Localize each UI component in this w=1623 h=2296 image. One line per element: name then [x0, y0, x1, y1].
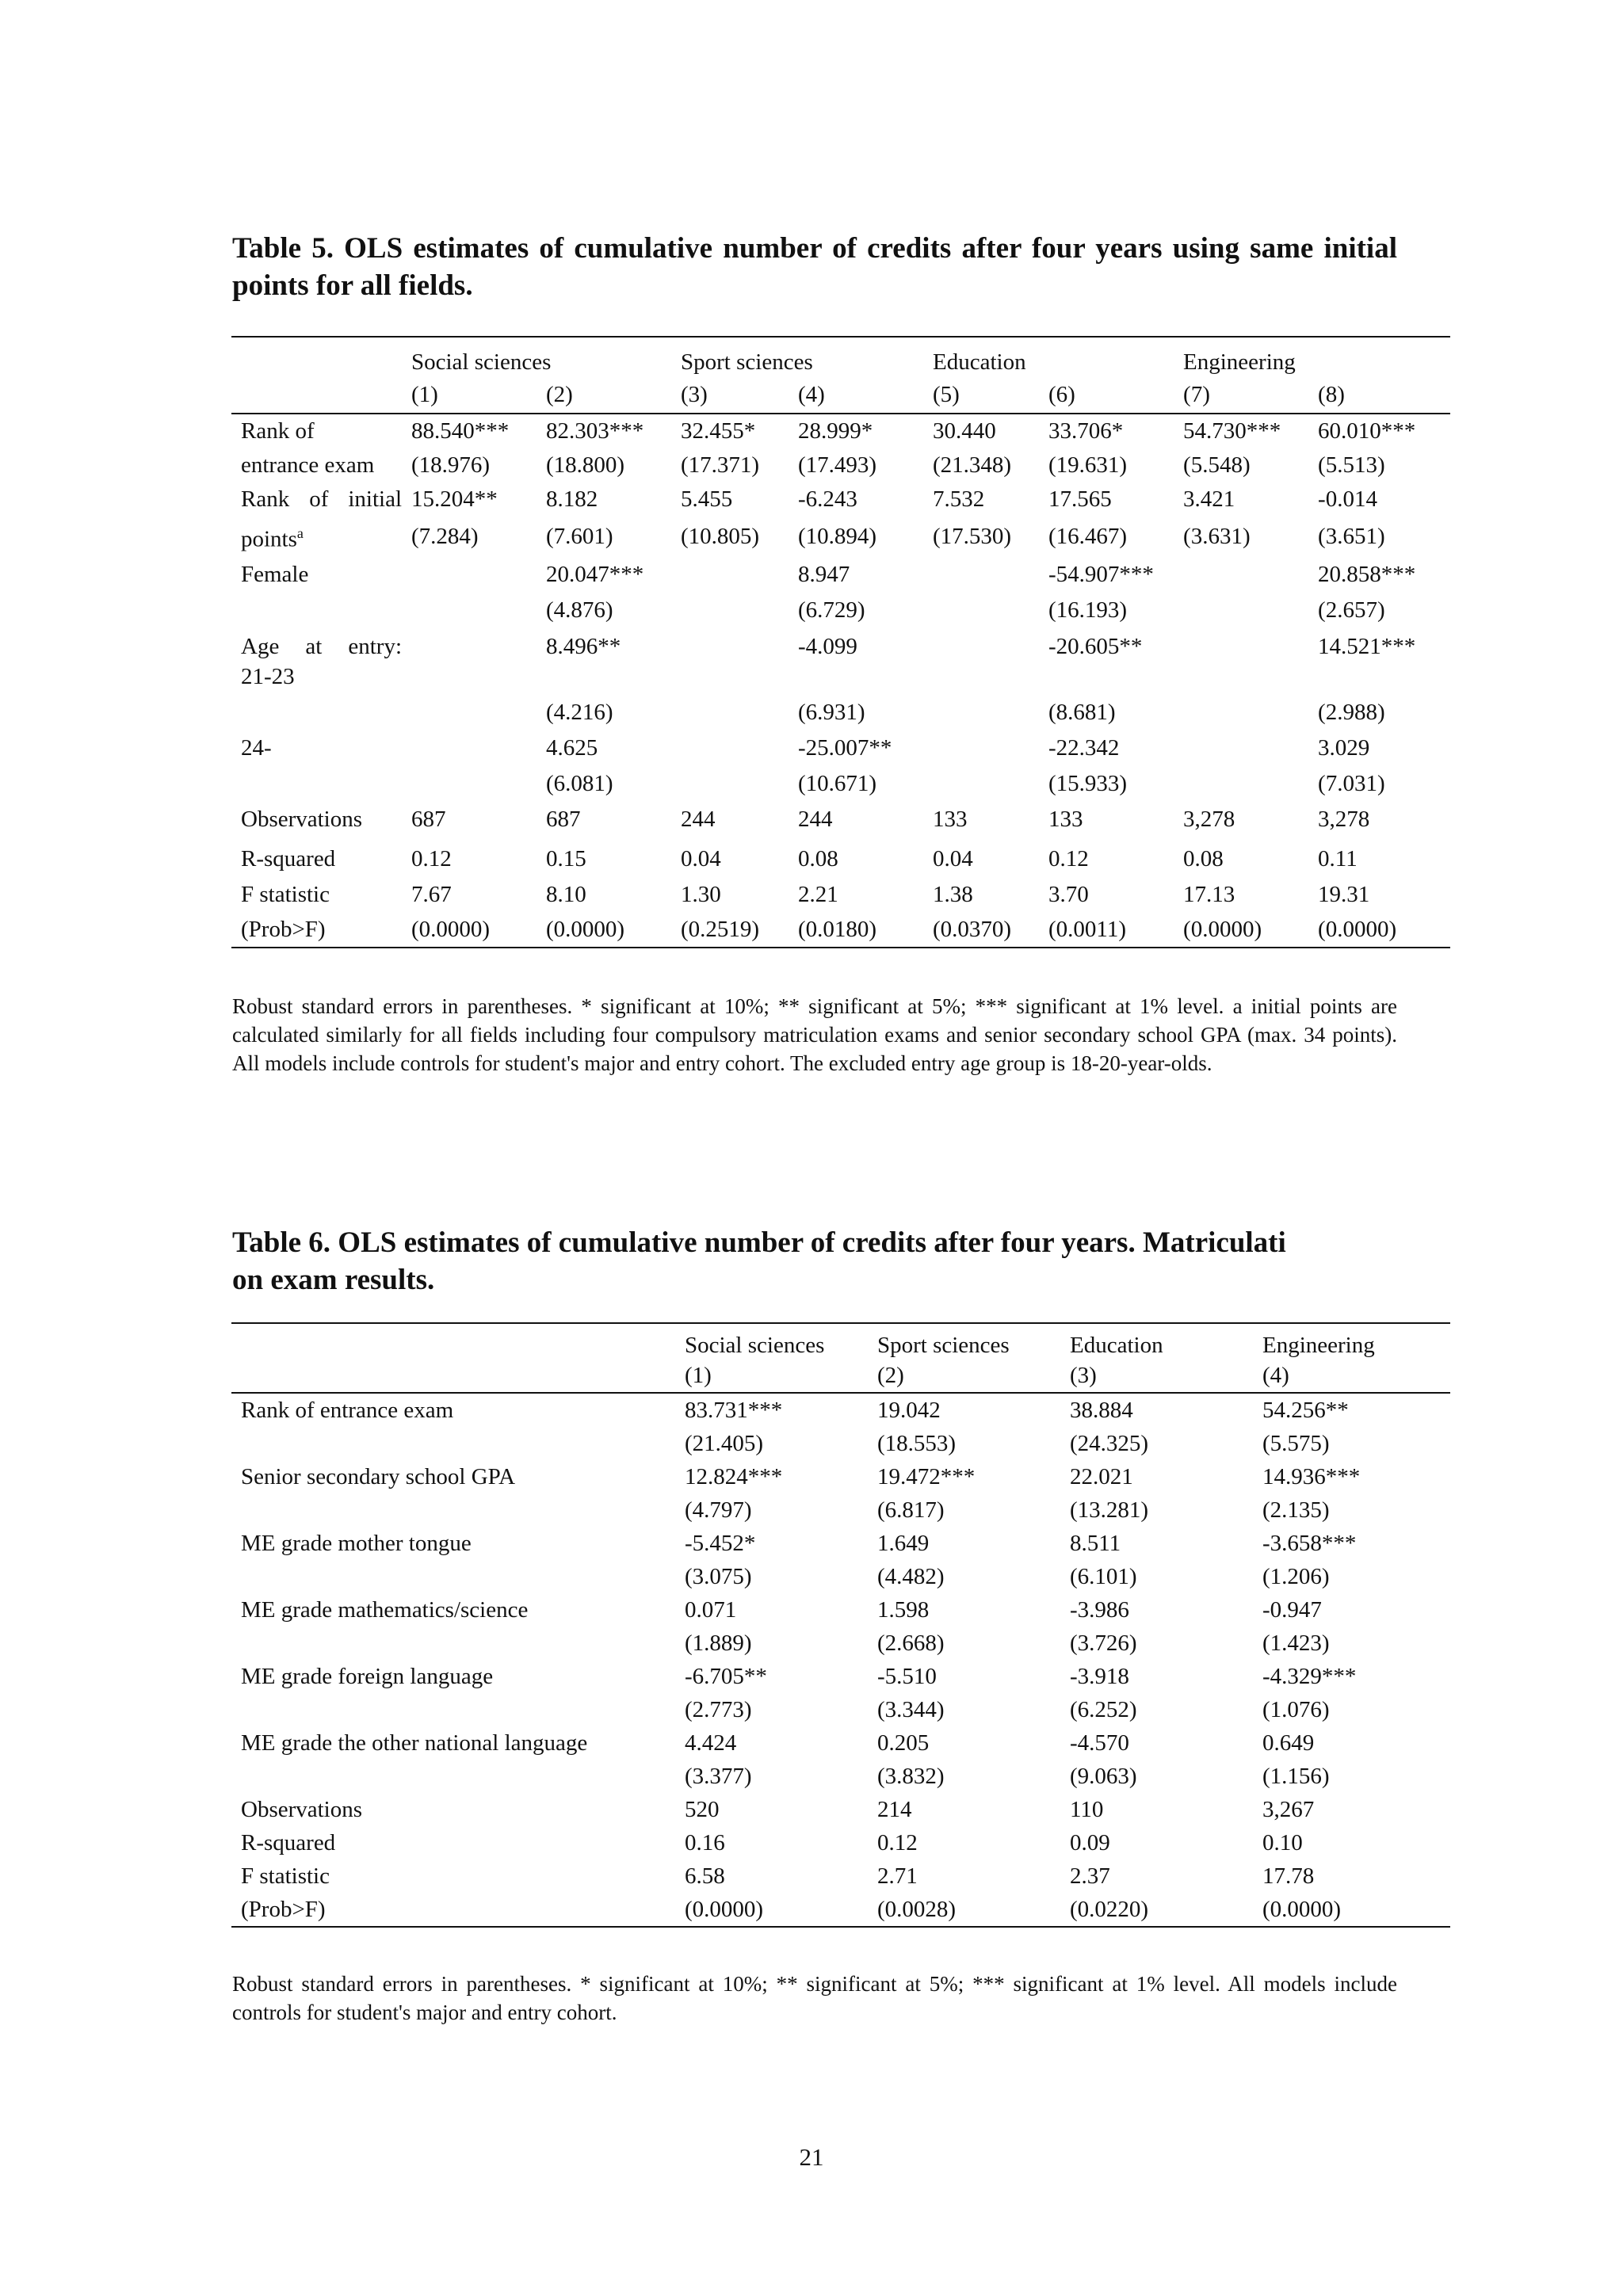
cell: (0.0000): [402, 913, 537, 948]
table-row: [231, 1859, 1450, 1893]
cell: 0.071: [685, 1597, 737, 1623]
cell: (24.325): [1070, 1431, 1149, 1456]
table5-note: Robust standard errors in parentheses. * significant at 10%; ** significant at 5%; *** significant at 1% level. a initial points are calculated similarly for all fields including four compulsory matriculation exams and senior secondary school GPA (max. 34 points). All models include controls for student's major and entry cohort. The excluded entry age group is 18-20-year-olds.: [232, 994, 1397, 1075]
cell: 20.047***: [546, 561, 644, 587]
cell: (21.348): [933, 452, 1012, 478]
table6-group: Sport sciences: [868, 1323, 1060, 1359]
row-label: [231, 482, 402, 557]
cell: [1174, 628, 1308, 695]
table5-col: (7): [1174, 377, 1308, 414]
cell: (5.575): [1262, 1431, 1330, 1456]
row-label: [231, 1560, 675, 1593]
table5-col: (2): [537, 377, 671, 414]
cell: -22.342: [1048, 734, 1120, 761]
table-row: [231, 414, 1450, 448]
table-row: [231, 1593, 1450, 1627]
cell: 54.256**: [1262, 1398, 1349, 1423]
cell: -5.452*: [685, 1531, 756, 1556]
cell: [923, 695, 1039, 730]
table5-group: Social sciences: [402, 337, 671, 377]
cell: 0.12: [1048, 845, 1089, 871]
cell: 3.421: [1183, 486, 1235, 512]
cell: [671, 628, 789, 695]
table-row: [231, 1460, 1450, 1493]
cell: (3.832): [877, 1764, 945, 1789]
cell: 8.10: [546, 881, 586, 907]
cell: -4.099: [798, 633, 857, 659]
cell: (4.797): [685, 1497, 752, 1523]
cell: 30.440: [933, 418, 996, 444]
cell: -25.007**: [798, 734, 892, 761]
table6-group: Social sciences: [675, 1323, 868, 1359]
table-row: [231, 1560, 1450, 1593]
table6: [231, 1322, 1450, 1928]
cell: 7.532: [933, 486, 985, 512]
row-label: [231, 628, 402, 695]
cell: -6.243: [798, 486, 857, 512]
cell: 0.09: [1070, 1830, 1110, 1855]
cell: 687: [546, 806, 581, 832]
cell: 3,278: [1183, 806, 1235, 832]
cell: 0.11: [1318, 845, 1358, 871]
cell: 0.08: [1183, 845, 1224, 871]
table6-group: Education: [1060, 1323, 1253, 1359]
row-label-line2: 21-23: [241, 663, 295, 689]
cell: (0.0000): [537, 913, 671, 948]
table-row: [231, 1660, 1450, 1693]
cell: [671, 730, 789, 766]
row-label: ME grade foreign language: [241, 1664, 494, 1689]
table6-title-line1: Table 6. OLS estimates of cumulative number of credits after four years. Matriculati: [232, 1226, 1286, 1259]
cell: (0.2519): [671, 913, 789, 948]
table5: [231, 336, 1450, 948]
cell: 82.303***: [546, 418, 644, 444]
row-label: [231, 593, 402, 628]
table-row: [231, 841, 1450, 877]
cell: 0.12: [877, 1830, 918, 1855]
cell: (0.0370): [923, 913, 1039, 948]
cell: [402, 730, 537, 766]
cell: 244: [681, 806, 716, 832]
table5-corner: [231, 337, 402, 377]
cell: 3,278: [1318, 806, 1370, 832]
row-label: Rank of entrance exam: [241, 1398, 454, 1423]
table5-col: (5): [923, 377, 1039, 414]
table5-col: (4): [789, 377, 923, 414]
cell: -3.918: [1070, 1664, 1129, 1689]
cell: 0.04: [933, 845, 973, 871]
cell: (18.553): [877, 1431, 957, 1456]
row-label: entrance exam: [241, 452, 375, 478]
cell: 3,267: [1262, 1797, 1315, 1822]
table-row: [231, 766, 1450, 802]
cell: [1174, 730, 1308, 766]
cell: 15.204**: [411, 486, 498, 512]
table-row: [231, 557, 1450, 593]
cell: (1.156): [1262, 1764, 1330, 1789]
cell: (10.894): [798, 523, 877, 549]
cell: (3.651): [1318, 523, 1385, 549]
cell: (5.513): [1318, 452, 1385, 478]
cell: 17.565: [1048, 486, 1112, 512]
cell: [671, 593, 789, 628]
row-label: ME grade mother tongue: [241, 1531, 472, 1556]
cell: (6.252): [1070, 1697, 1137, 1722]
cell: -54.907***: [1048, 561, 1154, 587]
table-row: [231, 1793, 1450, 1826]
table-row: [231, 1760, 1450, 1793]
cell: 4.625: [546, 734, 598, 761]
table-row: [231, 1826, 1450, 1859]
cell: 38.884: [1070, 1398, 1133, 1423]
table-row: [231, 482, 1450, 520]
table5-corner: [231, 377, 402, 414]
cell: (4.216): [546, 699, 613, 725]
cell: (7.601): [546, 523, 613, 549]
cell: 6.58: [685, 1863, 725, 1889]
table5-col: (1): [402, 377, 537, 414]
cell: (0.0000): [675, 1893, 868, 1927]
cell: (4.482): [877, 1564, 945, 1589]
cell: (3.726): [1070, 1630, 1137, 1656]
table5-title: Table 5. OLS estimates of cumulative number of credits after four years using same initial points for all fields.: [232, 232, 1397, 302]
table5-group: Engineering: [1174, 337, 1450, 377]
cell: (16.467): [1048, 523, 1128, 549]
cell: 2.71: [877, 1863, 918, 1889]
table6-col: (4): [1253, 1359, 1450, 1393]
cell: (10.805): [681, 523, 760, 549]
cell: 110: [1070, 1797, 1104, 1822]
row-label: [231, 1427, 675, 1460]
cell: (7.284): [411, 523, 479, 549]
cell: (13.281): [1070, 1497, 1149, 1523]
cell: -0.014: [1318, 486, 1377, 512]
cell: (10.671): [798, 770, 877, 796]
cell: 7.67: [411, 881, 452, 907]
table-row: [231, 1427, 1450, 1460]
cell: 17.78: [1262, 1863, 1315, 1889]
cell: -4.570: [1070, 1730, 1129, 1756]
cell: [402, 695, 537, 730]
cell: 19.472***: [877, 1464, 976, 1489]
row-label: ME grade mathematics/science: [241, 1597, 529, 1623]
cell: 19.042: [877, 1398, 941, 1423]
page-number: 21: [799, 2143, 824, 2171]
cell: 14.521***: [1318, 633, 1416, 659]
cell: (0.0000): [1174, 913, 1308, 948]
cell: (6.817): [877, 1497, 945, 1523]
row-label: [231, 766, 402, 802]
table5-col-header: [231, 377, 1450, 414]
cell: (3.377): [685, 1764, 752, 1789]
table6-note: Robust standard errors in parentheses. * significant at 10%; ** significant at 5%; *** significant at 1% level. All models include controls for student's major and entry cohort.: [232, 1972, 1397, 2024]
row-label: [231, 1627, 675, 1660]
table-row: [231, 1393, 1450, 1427]
row-label: [231, 1693, 675, 1726]
footnote-marker: a: [296, 525, 304, 541]
row-label: F statistic: [241, 881, 330, 907]
cell: (0.0220): [1060, 1893, 1253, 1927]
cell: [1174, 593, 1308, 628]
cell: 12.824***: [685, 1464, 783, 1489]
cell: 3.70: [1048, 881, 1089, 907]
table-row: [231, 730, 1450, 766]
cell: 54.730***: [1183, 418, 1281, 444]
table-row: [231, 695, 1450, 730]
row-label: ME grade the other national language: [241, 1730, 588, 1756]
cell: (2.135): [1262, 1497, 1330, 1523]
cell: (9.063): [1070, 1764, 1137, 1789]
cell: 5.455: [681, 486, 733, 512]
cell: (19.631): [1048, 452, 1128, 478]
cell: (2.988): [1318, 699, 1385, 725]
row-label: (Prob>F): [231, 913, 402, 948]
row-label: [231, 695, 402, 730]
table-row: [231, 1627, 1450, 1660]
cell: (17.493): [798, 452, 877, 478]
row-label-line2: points: [241, 526, 297, 552]
table-row: [231, 520, 1450, 557]
cell: [923, 628, 1039, 695]
cell: (17.371): [681, 452, 760, 478]
cell: 0.205: [877, 1730, 930, 1756]
cell: -5.510: [877, 1664, 937, 1689]
cell: -20.605**: [1048, 633, 1143, 659]
cell: 20.858***: [1318, 561, 1416, 587]
cell: (1.423): [1262, 1630, 1330, 1656]
table6-title-line2: on exam results.: [232, 1264, 435, 1296]
cell: (5.548): [1183, 452, 1251, 478]
table6-col-header: [231, 1359, 1450, 1393]
cell: (0.0028): [868, 1893, 1060, 1927]
table-row: [231, 593, 1450, 628]
cell: [1174, 557, 1308, 593]
cell: [402, 593, 537, 628]
cell: [671, 766, 789, 802]
table5-group: Sport sciences: [671, 337, 923, 377]
row-label: (Prob>F): [231, 1893, 675, 1927]
cell: [402, 766, 537, 802]
cell: (0.0180): [789, 913, 923, 948]
cell: 83.731***: [685, 1398, 783, 1423]
table-row: [231, 628, 1450, 695]
cell: (4.876): [546, 597, 613, 623]
cell: 687: [411, 806, 446, 832]
cell: 520: [685, 1797, 720, 1822]
table5-col: (8): [1308, 377, 1450, 414]
cell: (0.0011): [1039, 913, 1174, 948]
table6-corner: [231, 1359, 675, 1393]
cell: (21.405): [685, 1431, 764, 1456]
table6-group-header: [231, 1323, 1450, 1359]
cell: (2.773): [685, 1697, 752, 1722]
cell: -4.329***: [1262, 1664, 1357, 1689]
cell: 214: [877, 1797, 912, 1822]
cell: 3.029: [1318, 734, 1370, 761]
table6-col: (2): [868, 1359, 1060, 1393]
row-label: Senior secondary school GPA: [241, 1464, 516, 1489]
cell: 0.08: [798, 845, 838, 871]
cell: -3.986: [1070, 1597, 1129, 1623]
row-label: R-squared: [241, 1830, 336, 1855]
row-label: Observations: [241, 806, 363, 832]
row-label-line1: Age at entry:: [241, 633, 402, 659]
row-label-line1: Rank of initial: [241, 486, 402, 512]
table5-group: Education: [923, 337, 1174, 377]
cell: 32.455*: [681, 418, 756, 444]
table-row: [231, 1726, 1450, 1760]
cell: 4.424: [685, 1730, 737, 1756]
cell: (3.631): [1183, 523, 1251, 549]
cell: (0.0000): [1253, 1893, 1450, 1927]
cell: [1174, 766, 1308, 802]
cell: [923, 730, 1039, 766]
cell: [671, 695, 789, 730]
table5-group-header: [231, 337, 1450, 377]
row-label: [231, 1760, 675, 1793]
table-row: [231, 1893, 1450, 1927]
cell: [923, 766, 1039, 802]
row-label: Rank of: [241, 418, 315, 444]
cell: [923, 557, 1039, 593]
cell: 1.30: [681, 881, 721, 907]
table5-col: (6): [1039, 377, 1174, 414]
cell: (8.681): [1048, 699, 1116, 725]
cell: (17.530): [933, 523, 1012, 549]
cell: (0.0000): [1308, 913, 1450, 948]
cell: (6.729): [798, 597, 865, 623]
cell: [1174, 695, 1308, 730]
cell: 1.598: [877, 1597, 930, 1623]
cell: (3.344): [877, 1697, 945, 1722]
cell: (1.206): [1262, 1564, 1330, 1589]
cell: (18.976): [411, 452, 491, 478]
table6-group: Engineering: [1253, 1323, 1450, 1359]
cell: [402, 628, 537, 695]
table-row: [231, 1527, 1450, 1560]
cell: -6.705**: [685, 1664, 767, 1689]
cell: 0.04: [681, 845, 721, 871]
cell: (1.889): [685, 1630, 752, 1656]
cell: (15.933): [1048, 770, 1128, 796]
cell: 133: [933, 806, 968, 832]
table-row: [231, 877, 1450, 913]
cell: 2.37: [1070, 1863, 1110, 1889]
row-label: 24-: [241, 734, 272, 761]
cell: [923, 593, 1039, 628]
row-label: Observations: [241, 1797, 363, 1822]
table-row: [231, 913, 1450, 948]
cell: [402, 557, 537, 593]
cell: 19.31: [1318, 881, 1370, 907]
cell: (3.075): [685, 1564, 752, 1589]
cell: 8.182: [546, 486, 598, 512]
cell: 133: [1048, 806, 1083, 832]
cell: (2.668): [877, 1630, 945, 1656]
cell: 0.16: [685, 1830, 725, 1855]
cell: 22.021: [1070, 1464, 1133, 1489]
cell: 1.649: [877, 1531, 930, 1556]
cell: 17.13: [1183, 881, 1235, 907]
cell: (1.076): [1262, 1697, 1330, 1722]
row-label: F statistic: [241, 1863, 330, 1889]
cell: (6.101): [1070, 1564, 1137, 1589]
row-label: [231, 1493, 675, 1527]
cell: 28.999*: [798, 418, 873, 444]
cell: (2.657): [1318, 597, 1385, 623]
table6-title: [232, 1224, 1397, 1299]
cell: 8.511: [1070, 1531, 1121, 1556]
cell: 33.706*: [1048, 418, 1124, 444]
cell: (7.031): [1318, 770, 1385, 796]
cell: 60.010***: [1318, 418, 1416, 444]
cell: [671, 557, 789, 593]
cell: 8.496**: [546, 633, 621, 659]
cell: 8.947: [798, 561, 850, 587]
cell: -3.658***: [1262, 1531, 1357, 1556]
cell: (6.081): [546, 770, 613, 796]
cell: 244: [798, 806, 833, 832]
cell: (6.931): [798, 699, 865, 725]
row-label: R-squared: [241, 845, 336, 871]
row-label: Female: [241, 561, 309, 587]
table-row: [231, 802, 1450, 841]
cell: 88.540***: [411, 418, 510, 444]
table-row: [231, 448, 1450, 482]
cell: -0.947: [1262, 1597, 1322, 1623]
cell: 0.12: [411, 845, 452, 871]
cell: 1.38: [933, 881, 973, 907]
table6-corner: [231, 1323, 675, 1359]
table6-col: (1): [675, 1359, 868, 1393]
cell: 0.15: [546, 845, 586, 871]
cell: (16.193): [1048, 597, 1128, 623]
table5-col: (3): [671, 377, 789, 414]
cell: 14.936***: [1262, 1464, 1361, 1489]
cell: 2.21: [798, 881, 838, 907]
cell: (18.800): [546, 452, 625, 478]
table6-col: (3): [1060, 1359, 1253, 1393]
table-row: [231, 1693, 1450, 1726]
cell: 0.649: [1262, 1730, 1315, 1756]
cell: 0.10: [1262, 1830, 1303, 1855]
table-row: [231, 1493, 1450, 1527]
